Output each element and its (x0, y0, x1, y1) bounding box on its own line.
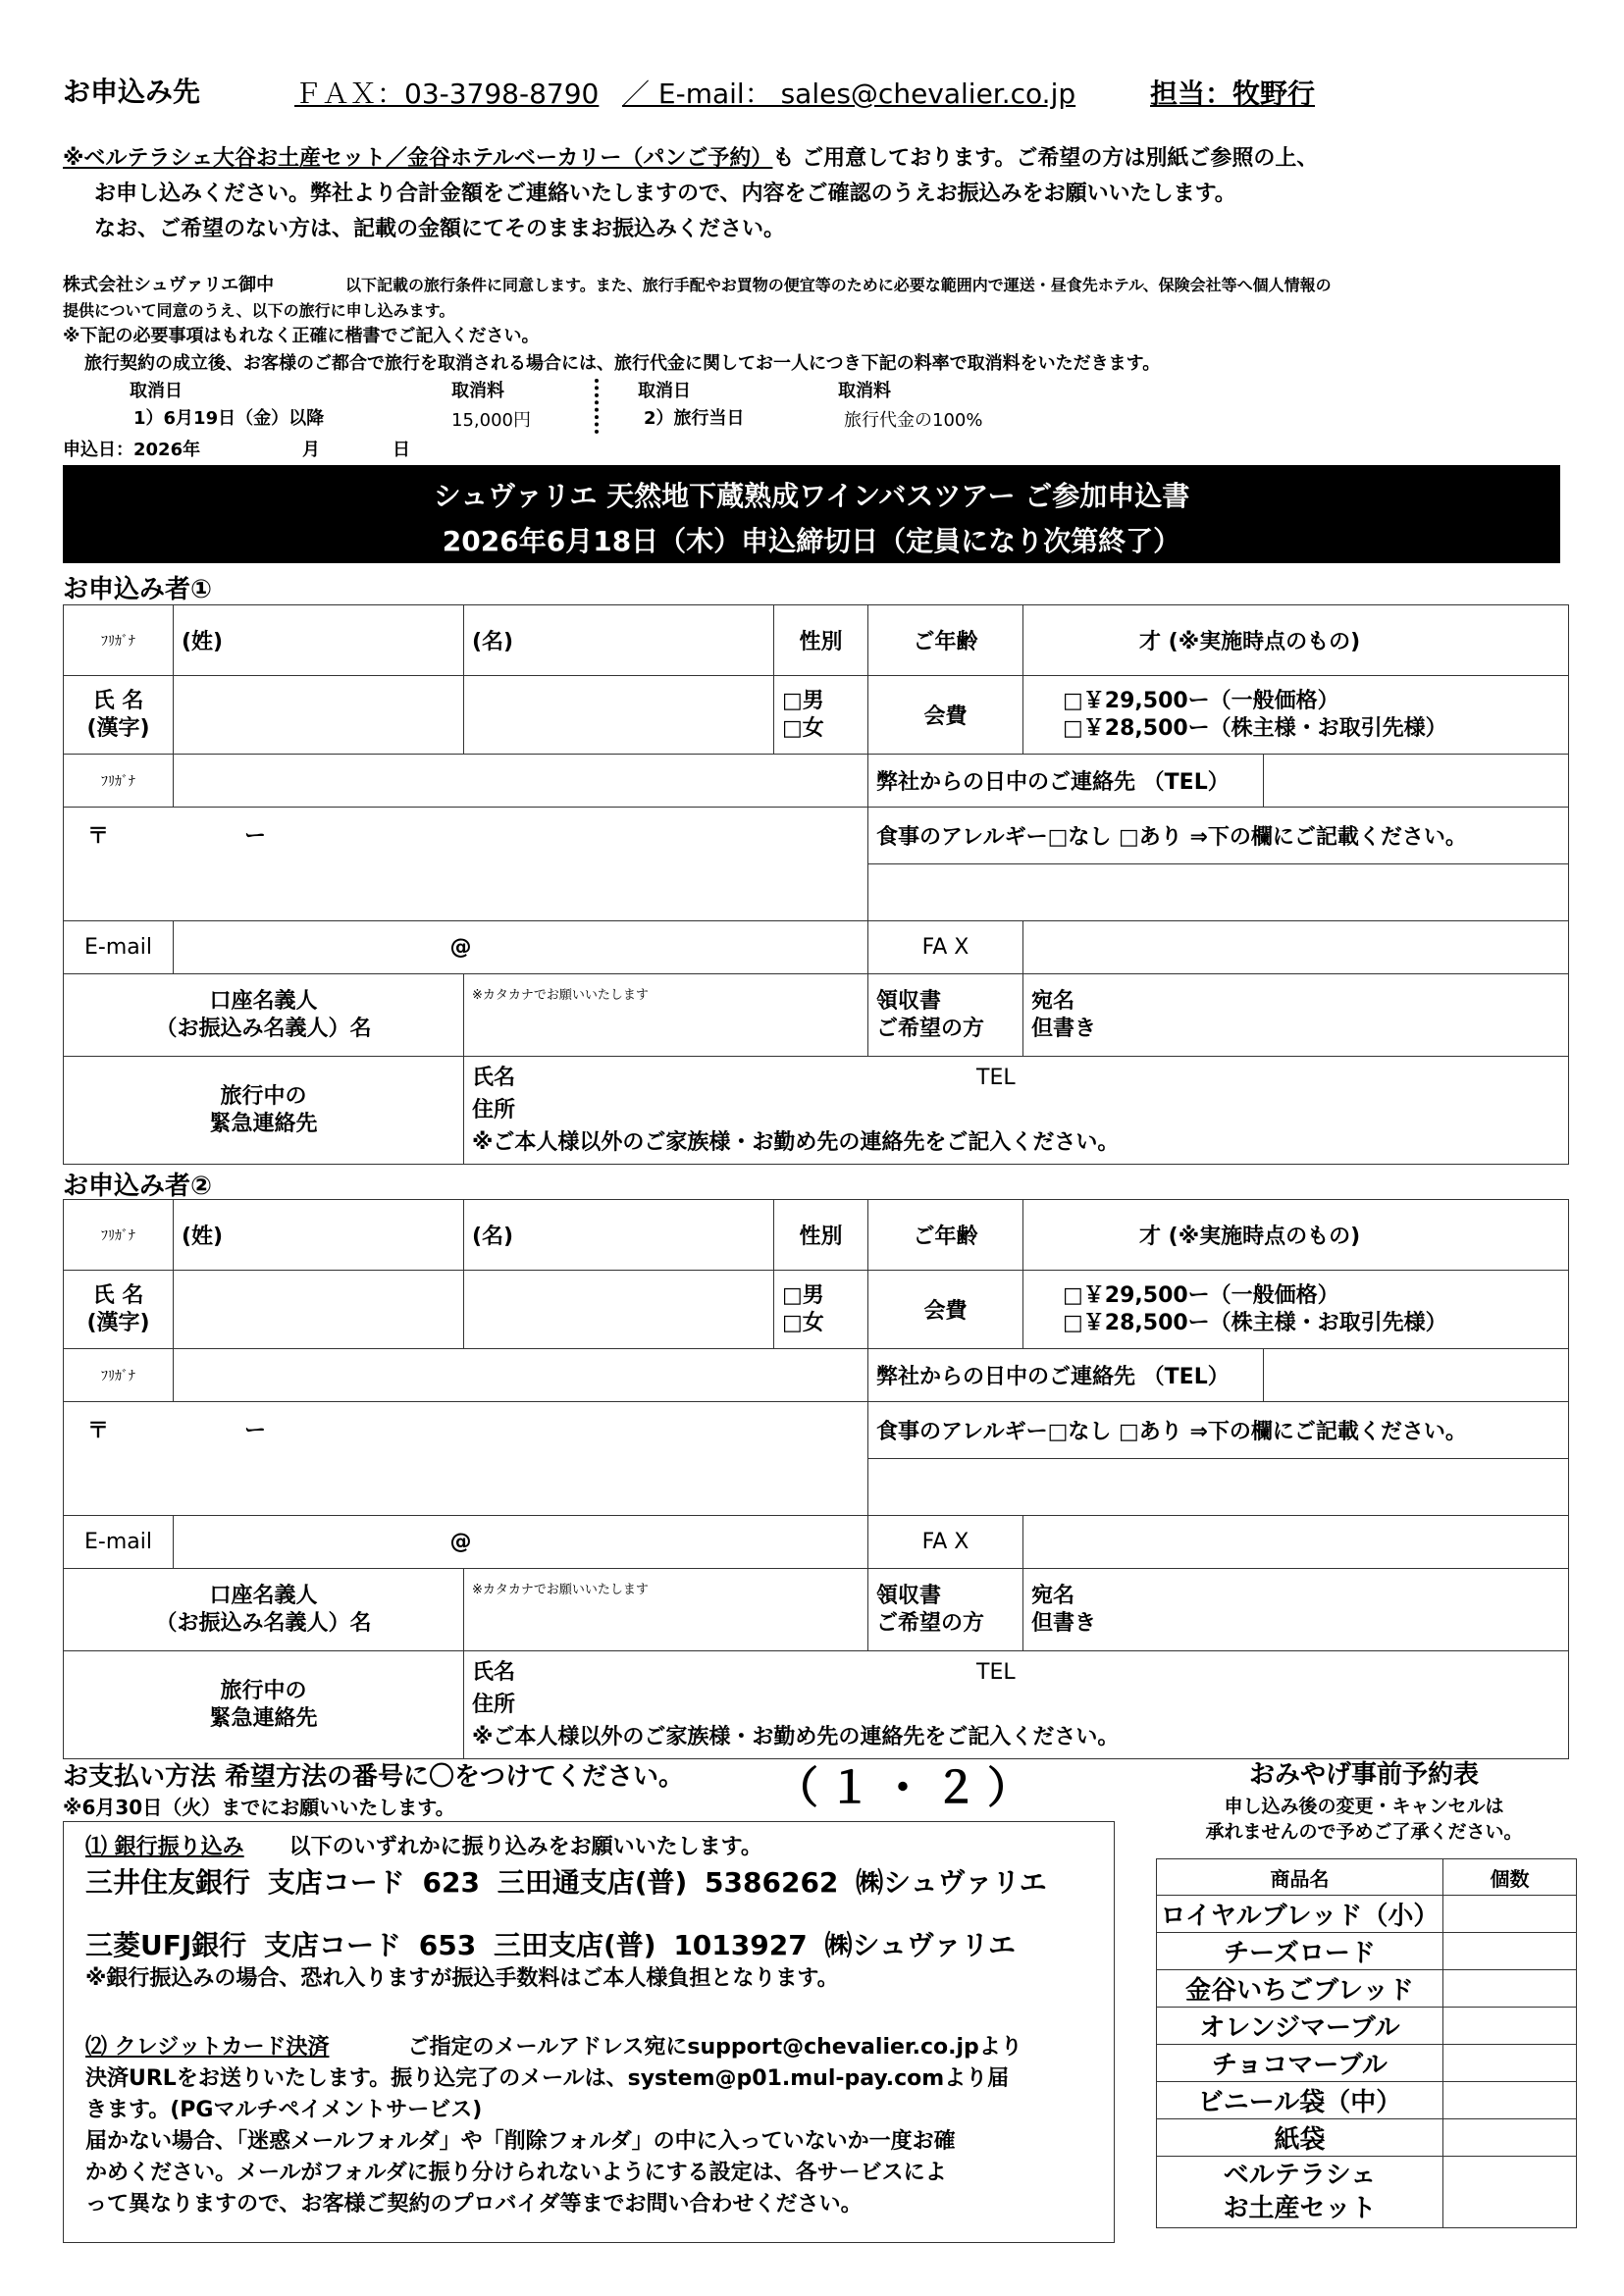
at-sign: @ (449, 935, 472, 960)
gender-field (774, 1271, 868, 1349)
bank-account-2: 三菱UFJ銀行 支店コード 653 三田支店(普) 1013927 ㈱シュヴァリエ (85, 1929, 1017, 1961)
name-label: 氏 名 (92, 688, 144, 713)
given-label: (名) (472, 1225, 514, 1249)
emergency-address-label: 住所 (472, 1693, 516, 1717)
souvenir-item: 紙袋 (1157, 2119, 1443, 2157)
given-kana-field[interactable] (464, 605, 774, 676)
souvenir-item-line1: ベルテラシェ (1223, 2161, 1377, 2190)
tadashi-label: 但書き (1031, 1610, 1097, 1636)
account-label: 口座名義人 (209, 988, 318, 1014)
account-holder-field[interactable] (464, 974, 868, 1057)
fax-field[interactable] (1023, 1516, 1569, 1569)
card-line1: ご指定のメールアドレス宛にsupport@chevalier.co.jpより (407, 2035, 1022, 2060)
furigana-label: ﾌﾘｶﾞﾅ (64, 1200, 174, 1271)
name-kanji-label (64, 676, 174, 755)
emergency-note: ※ご本人様以外のご家族様・お勤め先の連絡先をご記入ください。 (472, 1130, 1120, 1155)
emergency-label (64, 1057, 464, 1165)
bank-note: ※銀行振込みの場合、恐れ入りますが振込手数料はご本人様負担となります。 (85, 1966, 839, 1991)
receipt-label-2: ご希望の方 (876, 1610, 985, 1636)
souvenir-table (1156, 1858, 1577, 2228)
applicant2-heading: お申込み者② (63, 1172, 213, 1201)
female-checkbox[interactable]: □女 (782, 1310, 824, 1335)
notice-line1-rest: も ご用意しております。ご希望の方は別紙ご参照の上、 (772, 146, 1319, 171)
receipt-label-1: 領収書 (876, 988, 942, 1014)
surname-kana-field[interactable] (174, 1200, 464, 1271)
bank-account-1: 三井住友銀行 支店コード 623 三田通支店(普) 5386262 ㈱シュヴァリエ (85, 1866, 1047, 1899)
daytime-tel-field[interactable] (1264, 755, 1569, 808)
souvenir-item: ロイヤルブレッド（小） (1157, 1896, 1443, 1933)
furigana-label-2: ﾌﾘｶﾞﾅ (64, 1349, 174, 1402)
account-label: 口座名義人 (209, 1583, 318, 1608)
gender-label: 性別 (774, 1200, 868, 1271)
cancel-day-1: 1）6月19日（金）以降 (133, 408, 325, 429)
account-holder-field[interactable] (464, 1569, 868, 1651)
souvenir-qty-field[interactable] (1443, 2082, 1577, 2119)
card-heading (85, 2030, 1022, 2061)
emergency-tel-label: TEL (976, 1660, 1016, 1685)
fee-options (1023, 676, 1569, 755)
daytime-tel-label: 弊社からの日中のご連絡先 （TEL） (868, 755, 1264, 808)
postal-dash: ー (244, 824, 267, 849)
male-checkbox[interactable]: □男 (782, 688, 824, 713)
terms-company: 株式会社シュヴァリエ御中 (63, 275, 275, 295)
cancel-divider (595, 379, 599, 434)
name-label: 氏 名 (92, 1282, 144, 1308)
allergy-field[interactable] (868, 864, 1569, 921)
receipt-label (868, 1569, 1023, 1651)
notice-line2: お申し込みください。弊社より合計金額をご連絡いたしますので、内容をご確認のうえお振込みをお願いいたします。 (94, 182, 1236, 206)
apply-date-label: 申込日：2026年 (63, 440, 201, 460)
applicant1-table (63, 604, 1569, 1165)
terms-agree: 以下記載の旅行条件に同意します。また、旅行手配やお買物の便宜等のために必要な範囲内で運送・昼食先ホテル、保険会社等へ個人情報の (345, 276, 1332, 294)
allergy-label: 食事のアレルギー□なし □あり ⇒下の欄にご記載ください。 (868, 808, 1569, 864)
souvenir-item: ビニール袋（中） (1157, 2082, 1443, 2119)
kanji-label: (漢字) (86, 1310, 150, 1335)
given-label: (名) (472, 630, 514, 654)
card-title: ⑵ クレジットカード決済 (85, 2035, 330, 2060)
emergency-note: ※ご本人様以外のご家族様・お勤め先の連絡先をご記入ください。 (472, 1725, 1120, 1749)
fee-label: 会費 (868, 1271, 1023, 1349)
header-contact: 担当：牧野行 (1150, 78, 1316, 110)
account-label-2: （お振込み名義人）名 (155, 1016, 372, 1041)
emergency-label-2: 緊急連絡先 (209, 1111, 318, 1136)
emergency-label (64, 1651, 464, 1759)
age-field[interactable] (1023, 605, 1569, 676)
receipt-field[interactable] (1023, 974, 1569, 1057)
fee-partner-checkbox[interactable]: □￥28,500ー（株主様・お取引先様） (1063, 1310, 1447, 1335)
given-kanji-field[interactable] (464, 676, 774, 755)
payment-box (63, 1821, 1115, 2243)
fee-partner-checkbox[interactable]: □￥28,500ー（株主様・お取引先様） (1063, 715, 1447, 741)
given-kanji-field[interactable] (464, 1271, 774, 1349)
emergency-address-label: 住所 (472, 1098, 516, 1122)
card-line6: って異なりますので、お客様ご契約のプロバイダ等までお問い合わせください。 (85, 2192, 863, 2217)
fee-general-checkbox[interactable]: □￥29,500ー（一般価格） (1063, 1282, 1339, 1308)
email-label: E-mail (64, 1516, 174, 1569)
souvenir-qty-field[interactable] (1443, 1896, 1577, 1933)
payment-due: ※6月30日（火）までにお願いいたします。 (63, 1796, 455, 1819)
notice-line1 (63, 141, 1318, 172)
cancel-fee-1: 15,000円 (451, 410, 531, 431)
souvenir-col-qty: 個数 (1443, 1859, 1577, 1896)
fax-field[interactable] (1023, 921, 1569, 974)
age-label: ご年齢 (868, 605, 1023, 676)
postal-mark: 〒 (87, 1419, 110, 1443)
banner-title: シュヴァリエ 天然地下蔵熟成ワインバスツアー ご参加申込書 (433, 480, 1190, 512)
applicant2-table (63, 1199, 1569, 1759)
atena-label: 宛名 (1031, 988, 1075, 1014)
header-fax: ＦＡＸ：03-3798-8790 (294, 78, 600, 110)
gender-label: 性別 (774, 605, 868, 676)
email-label: E-mail (64, 921, 174, 974)
terms-note1: ※下記の必要事項はもれなく正確に楷書でご記入ください。 (63, 326, 540, 346)
souvenir-note-2: 承れませんので予めご了承ください。 (1205, 1821, 1523, 1843)
allergy-label: 食事のアレルギー□なし □あり ⇒下の欄にご記載ください。 (868, 1402, 1569, 1459)
fax-label: FA X (868, 1516, 1023, 1569)
account-holder-label (64, 1569, 464, 1651)
age-suffix: 才 (※実施時点のもの) (1139, 1225, 1361, 1249)
age-suffix: 才 (※実施時点のもの) (1139, 630, 1361, 654)
postal-mark: 〒 (87, 824, 110, 849)
receipt-label (868, 974, 1023, 1057)
notice-line3: なお、ご希望のない方は、記載の金額にてそのままお振込みください。 (94, 217, 786, 241)
souvenir-item: オレンジマーブル (1157, 2008, 1443, 2045)
katakana-note: ※カタカナでお願いいたします (472, 1583, 649, 1597)
applicant1-heading: お申込み者① (63, 575, 213, 604)
account-holder-label (64, 974, 464, 1057)
souvenir-qty-field[interactable] (1443, 2045, 1577, 2082)
fee-label: 会費 (868, 676, 1023, 755)
at-sign: @ (449, 1530, 472, 1554)
terms-note2: 旅行契約の成立後、お客様のご都合で旅行を取消される場合には、旅行代金に関してお一人につき下記の料率で取消料をいただきます。 (84, 353, 1161, 374)
souvenir-title: おみやげ事前予約表 (1248, 1760, 1479, 1790)
souvenir-col-item: 商品名 (1157, 1859, 1443, 1896)
souvenir-qty-field[interactable] (1443, 1970, 1577, 2008)
souvenir-qty-field[interactable] (1443, 2008, 1577, 2045)
fax-label: FA X (868, 921, 1023, 974)
cancel-day-header: 取消日 (130, 381, 183, 401)
surname-kanji-field[interactable] (174, 676, 464, 755)
cancel-fee-header: 取消料 (451, 381, 504, 401)
cancel-day-header-2: 取消日 (638, 381, 691, 401)
surname-label: (姓) (182, 630, 224, 654)
card-line5: かめください。メールがフォルダに振り分けられないようにする設定は、各サービスによ (85, 2161, 947, 2185)
address-kana-field[interactable] (174, 755, 868, 808)
surname-kanji-field[interactable] (174, 1271, 464, 1349)
souvenir-item: チーズロード (1157, 1933, 1443, 1970)
emergency-name-label: 氏名 (472, 1066, 516, 1090)
receipt-label-2: ご希望の方 (876, 1016, 985, 1041)
postal-dash: ー (244, 1419, 267, 1443)
given-kana-field[interactable] (464, 1200, 774, 1271)
furigana-label-2: ﾌﾘｶﾞﾅ (64, 755, 174, 808)
address-field[interactable] (64, 808, 868, 921)
daytime-tel-label: 弊社からの日中のご連絡先 （TEL） (868, 1349, 1264, 1402)
cancel-day-2: 2）旅行当日 (644, 408, 745, 429)
surname-kana-field[interactable] (174, 605, 464, 676)
souvenir-qty-field[interactable] (1443, 2157, 1577, 2228)
address-kana-field[interactable] (174, 1349, 868, 1402)
emergency-tel-label: TEL (976, 1066, 1016, 1090)
souvenir-item-set (1157, 2157, 1443, 2228)
header-email: ／ E-mail： sales@chevalier.co.jp (622, 78, 1076, 110)
email-field[interactable] (174, 1516, 868, 1569)
age-label: ご年齢 (868, 1200, 1023, 1271)
emergency-label-1: 旅行中の (220, 1083, 307, 1109)
emergency-name-label: 氏名 (472, 1660, 516, 1685)
emergency-field[interactable] (464, 1651, 1569, 1759)
souvenir-qty-field[interactable] (1443, 1933, 1577, 1970)
souvenir-item-line2: お土産セット (1223, 2194, 1377, 2223)
katakana-note: ※カタカナでお願いいたします (472, 988, 649, 1003)
apply-month: 月 (302, 440, 320, 460)
email-field[interactable] (174, 921, 868, 974)
receipt-field[interactable] (1023, 1569, 1569, 1651)
payment-choice[interactable]: （１・２） (775, 1763, 1040, 1813)
souvenir-qty-field[interactable] (1443, 2119, 1577, 2157)
account-label-2: （お振込み名義人）名 (155, 1610, 372, 1636)
kanji-label: (漢字) (86, 715, 150, 741)
fee-general-checkbox[interactable]: □￥29,500ー（一般価格） (1063, 688, 1339, 713)
bank-heading (85, 1830, 762, 1860)
furigana-label: ﾌﾘｶﾞﾅ (64, 605, 174, 676)
apply-day: 日 (393, 440, 410, 460)
souvenir-item: チョコマーブル (1157, 2045, 1443, 2082)
card-line4: 届かない場合、「迷惑メールフォルダ」や「削除フォルダ」の中に入っていないか一度お確 (85, 2129, 956, 2154)
atena-label: 宛名 (1031, 1583, 1075, 1608)
allergy-field[interactable] (868, 1459, 1569, 1516)
receipt-label-1: 領収書 (876, 1583, 942, 1608)
card-line2: 決済URLをお送りいたします。振り込完了のメールは、system@p01.mul-pay.comより届 (85, 2066, 1010, 2091)
card-line3: きます。(PGマルチペイメントサービス) (85, 2098, 483, 2122)
surname-label: (姓) (182, 1225, 224, 1249)
fee-options (1023, 1271, 1569, 1349)
emergency-label-2: 緊急連絡先 (209, 1705, 318, 1731)
tadashi-label: 但書き (1031, 1016, 1097, 1041)
cancel-fee-2: 旅行代金の100% (844, 410, 983, 431)
address-field[interactable] (64, 1402, 868, 1516)
cancel-fee-header-2: 取消料 (838, 381, 891, 401)
souvenir-item: 金谷いちごブレッド (1157, 1970, 1443, 2008)
daytime-tel-field[interactable] (1264, 1349, 1569, 1402)
gender-field (774, 676, 868, 755)
banner-deadline: 2026年6月18日（木）申込締切日（定員になり次第終了） (442, 525, 1181, 557)
bank-title: ⑴ 銀行振り込み (85, 1835, 244, 1859)
form-banner (63, 465, 1560, 563)
notice-souvenir-link: ※ベルテラシェ大谷お土産セット／金谷ホテルベーカリー（パンご予約） (63, 146, 773, 171)
name-kanji-label (64, 1271, 174, 1349)
bank-desc: 以下のいずれかに振り込みをお願いいたします。 (288, 1835, 762, 1859)
male-checkbox[interactable]: □男 (782, 1282, 824, 1308)
emergency-label-1: 旅行中の (220, 1678, 307, 1703)
terms-agree2: 提供について同意のうえ、以下の旅行に申し込みます。 (63, 301, 455, 320)
payment-title: お支払い方法 希望方法の番号に〇をつけてください。 (63, 1762, 685, 1792)
female-checkbox[interactable]: □女 (782, 715, 824, 741)
age-field[interactable] (1023, 1200, 1569, 1271)
emergency-field[interactable] (464, 1057, 1569, 1165)
souvenir-note-1: 申し込み後の変更・キャンセルは (1224, 1796, 1504, 1817)
header-label: お申込み先 (63, 76, 201, 108)
